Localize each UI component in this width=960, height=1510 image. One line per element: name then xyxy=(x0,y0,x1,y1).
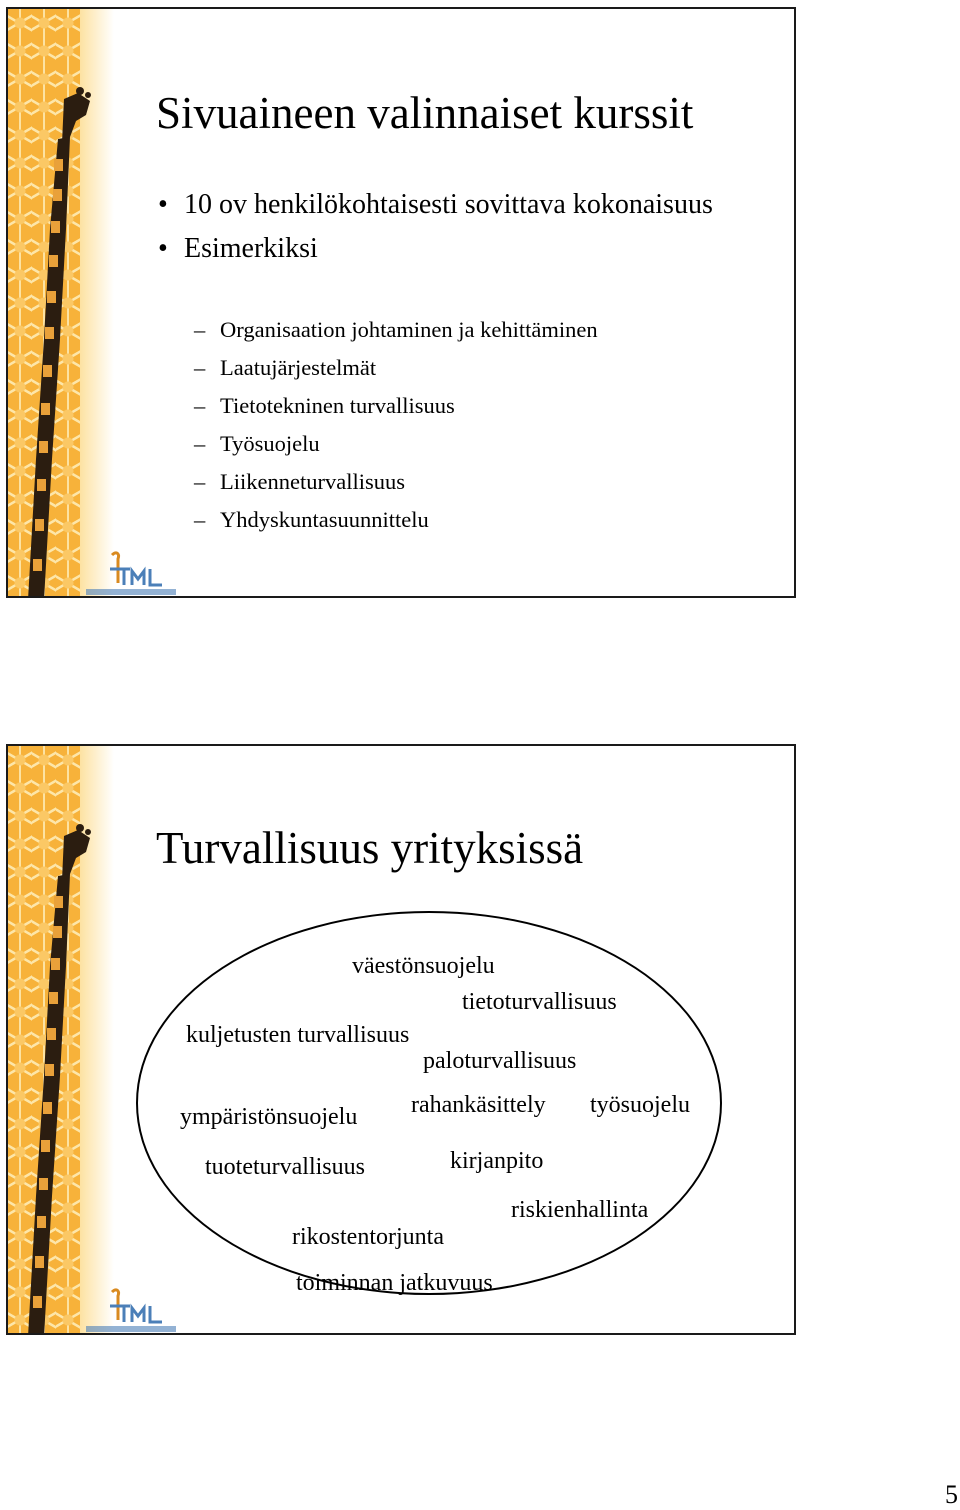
tml-logo-icon xyxy=(80,1286,180,1335)
topic-term: väestönsuojelu xyxy=(352,953,495,979)
sub-bullet-item: – Työsuojelu xyxy=(194,425,598,463)
topic-term: rahankäsittely xyxy=(411,1092,546,1118)
sub-bullet-list xyxy=(194,311,598,539)
sub-bullet-item: – Laatujärjestelmät xyxy=(194,349,598,387)
topic-term: paloturvallisuus xyxy=(423,1048,577,1074)
topic-term: tuoteturvallisuus xyxy=(205,1154,365,1180)
bullet-item: • Esimerkiksi xyxy=(158,231,778,267)
sub-bullet-item: – Yhdyskuntasuunnittelu xyxy=(194,501,598,539)
page-number: 5 xyxy=(945,1480,958,1509)
topic-term: kuljetusten turvallisuus xyxy=(186,1022,410,1048)
slide-1 xyxy=(6,7,796,598)
bullet-list xyxy=(158,187,778,275)
topic-term: rikostentorjunta xyxy=(292,1224,444,1250)
sub-bullet-item: – Tietotekninen turvallisuus xyxy=(194,387,598,425)
topic-term: kirjanpito xyxy=(450,1148,544,1174)
bullet-item: • 10 ov henkilökohtaisesti sovittava kokonaisuus xyxy=(158,187,778,223)
sub-bullet-item: – Organisaation johtaminen ja kehittäminen xyxy=(194,311,598,349)
slide-title: Sivuaineen valinnaiset kurssit xyxy=(156,88,694,138)
slide-title: Turvallisuus yrityksissä xyxy=(156,823,584,873)
tml-logo-icon xyxy=(80,549,180,598)
giraffe-icon xyxy=(8,746,108,1335)
giraffe-icon xyxy=(8,9,108,598)
topic-term: riskienhallinta xyxy=(511,1197,649,1223)
topic-term: toiminnan jatkuvuus xyxy=(296,1270,493,1296)
sub-bullet-item: – Liikenneturvallisuus xyxy=(194,463,598,501)
topic-term: ympäristönsuojelu xyxy=(180,1104,358,1130)
topic-term: työsuojelu xyxy=(590,1092,690,1118)
topic-term: tietoturvallisuus xyxy=(462,989,617,1015)
slide-2 xyxy=(6,744,796,1335)
